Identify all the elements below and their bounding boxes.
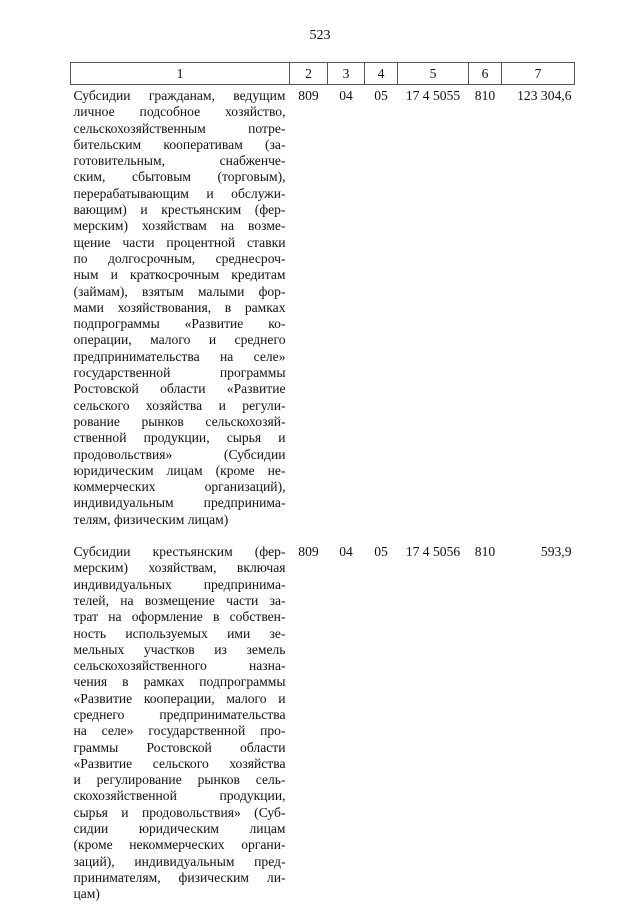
- cell-c5: 17 4 5056: [405, 544, 461, 560]
- text-line: Субсидии гражданам, ведущим: [73, 88, 286, 103]
- text-line: готовительным, снабженче-: [73, 153, 286, 169]
- header-row: [71, 63, 575, 85]
- text-line: ным и краткосрочным кредитам: [73, 267, 286, 283]
- text-line: мерским) хозяйствам на возме-: [73, 218, 286, 234]
- text-line: предпринимательства на селе»: [73, 348, 286, 364]
- text-line: мельных участков из земель: [73, 641, 286, 657]
- text-line: личное подсобное хозяйство,: [73, 104, 286, 120]
- text-line: подпрограммы «Развитие ко-: [73, 316, 286, 332]
- cell-c4: 05: [374, 88, 388, 103]
- text-line: операции, малого и среднего: [73, 332, 286, 348]
- text-line: сидии юридическим лицам: [73, 821, 286, 837]
- cell-c6: 810: [474, 88, 496, 103]
- cell-c2: 809: [298, 88, 319, 103]
- text-line: ность используемых ими зе-: [73, 625, 286, 641]
- text-line: вающим) и крестьянским (фер-: [73, 202, 286, 218]
- budget-table: [70, 62, 575, 903]
- text-line: Субсидии крестьянским (фер-: [73, 544, 286, 560]
- text-line: чения в рамках подпрограммы: [73, 674, 286, 690]
- text-line: мерским) хозяйствам, включая: [73, 560, 286, 576]
- cell-c3: 04: [339, 88, 353, 103]
- text-line: на селе» государственной про-: [73, 723, 286, 739]
- text-line: по долгосрочным, среднесроч-: [73, 250, 286, 266]
- column-header: 7: [502, 63, 575, 85]
- text-line: среднего предпринимательства: [73, 706, 286, 722]
- text-line: юридическим лицам (кроме не-: [73, 462, 286, 478]
- text-line: (кроме некоммерческих органи-: [73, 837, 286, 853]
- text-line: государственной программы: [73, 365, 286, 381]
- text-line: «Развитие кооперации, малого и: [73, 690, 286, 706]
- column-header: 3: [328, 63, 365, 85]
- text-line: и регулирование рынков сель-: [73, 772, 286, 788]
- text-line: сельскохозяйственным потре-: [73, 120, 286, 136]
- description-cell: [71, 85, 290, 529]
- text-line: принимателям, физическим ли-: [73, 869, 286, 885]
- text-line: заций), индивидуальным пред-: [73, 853, 286, 869]
- text-line: рование рынков сельскохозяй-: [73, 413, 286, 429]
- text-line: Ростовской области «Развитие: [73, 381, 286, 397]
- table-row: [71, 85, 575, 529]
- text-line: мами хозяйствования, в рамках: [73, 299, 286, 315]
- text-line: продовольствия» (Субсидии: [73, 446, 286, 462]
- cell-c4: 05: [374, 544, 388, 560]
- text-line: «Развитие сельского хозяйства: [73, 755, 286, 771]
- text-line: сырья и продовольствия» (Суб-: [73, 804, 286, 820]
- text-line: граммы Ростовской области: [73, 739, 286, 755]
- cell-c6: 810: [474, 544, 496, 560]
- table-row: [71, 528, 575, 903]
- text-line: индивидуальных предпринима-: [73, 576, 286, 592]
- column-header: 6: [469, 63, 502, 85]
- cell-c7: 123 304,6: [517, 88, 572, 103]
- text-line: коммерческих организаций),: [73, 479, 286, 495]
- cell-c3: 04: [339, 544, 353, 560]
- cell-c2: 809: [298, 544, 319, 560]
- description-cell: [71, 528, 290, 903]
- text-line: ским, сбытовым (торговым),: [73, 169, 286, 185]
- text-line: трат на оформление в собствен-: [73, 609, 286, 625]
- text-line: щение части процентной ставки: [73, 234, 286, 250]
- column-header: 2: [290, 63, 328, 85]
- text-line: цам): [73, 886, 100, 902]
- text-line: сельскохозяйственного назна-: [73, 658, 286, 674]
- text-line: индивидуальным предпринима-: [73, 495, 286, 511]
- text-line: телей, на возмещение части за-: [73, 592, 286, 608]
- cell-c7: 593,9: [540, 544, 572, 560]
- column-header: 5: [398, 63, 469, 85]
- column-header: 1: [71, 63, 290, 85]
- text-line: сельского хозяйства и регули-: [73, 397, 286, 413]
- column-header: 4: [365, 63, 398, 85]
- text-line: телям, физическим лицам): [73, 511, 229, 527]
- text-line: перерабатывающим и обслужи-: [73, 185, 286, 201]
- page-number: 523: [309, 28, 331, 43]
- text-line: бительским кооперативам (за-: [73, 136, 286, 152]
- cell-c5: 17 4 5055: [405, 88, 461, 103]
- text-line: (займам), взятым малыми фор-: [73, 283, 286, 299]
- text-line: ственной продукции, сырья и: [73, 430, 286, 446]
- text-line: скохозяйственной продукции,: [73, 788, 286, 804]
